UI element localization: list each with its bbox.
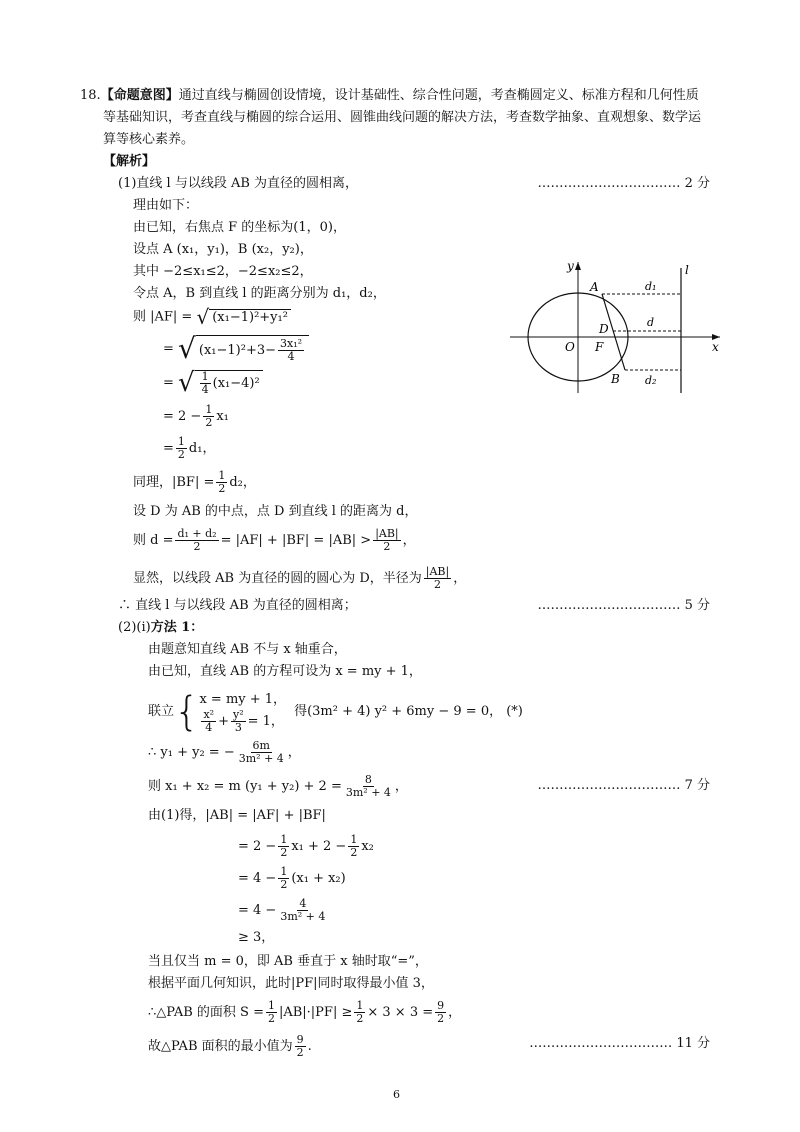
p1-line-4: 设点 A (x₁，y₁)，B (x₂，y₂)， — [133, 242, 313, 257]
fraction — [231, 709, 246, 734]
expr-text: 同理，|BF| = — [133, 475, 215, 490]
fraction — [203, 404, 214, 429]
numerator: 4 — [299, 897, 307, 910]
intent-line-1 — [80, 86, 699, 106]
denominator: 2 — [205, 416, 213, 429]
expr-text: x₂ — [361, 839, 374, 854]
eq-sign: = — [163, 341, 174, 357]
numerator: 1 — [201, 370, 209, 383]
method-label: 方法 1： — [150, 620, 204, 635]
expr-text: d₂， — [229, 475, 256, 490]
numerator: 3x₁² — [280, 337, 303, 350]
sqrt-expr: √ (x₁−1)²+3− $\frac{\text{3x₁²}}{4}$ — [178, 335, 309, 363]
denominator: 3 — [234, 720, 242, 734]
fraction — [176, 436, 187, 461]
numerator: 1 — [267, 999, 275, 1012]
p1-line-1: (1)直线 l 与以线段 AB 为直径的圆相离， — [118, 176, 359, 191]
p2-line-9 — [238, 866, 346, 891]
intent-line-2: 等基础知识，考查直线与椭圆的综合运用、圆锥曲线问题的解决方法，考查数学抽象、直观想象、数学运 — [103, 110, 702, 125]
denominator: 2 — [383, 540, 391, 553]
intent-text-1: 通过直线与椭圆创设情境，设计基础性、综合性问题，考查椭圆定义、标准方程和几何性质 — [178, 88, 699, 103]
expr-text: 得(3m² + 4) y² + 6my − 9 = 0， (*) — [294, 704, 523, 719]
numerator: y² — [233, 707, 244, 721]
expr-text: = 4 − — [238, 903, 277, 918]
denominator: 3m² + 4 — [238, 752, 284, 765]
fraction — [266, 1000, 277, 1025]
denominator: 3m² + 4 — [345, 786, 391, 799]
p1-line-3: 由已知，右焦点 F 的坐标为(1，0)， — [133, 220, 346, 235]
numerator: 6m — [252, 739, 270, 752]
fraction — [216, 470, 227, 495]
denominator: 2 — [350, 846, 358, 859]
question-number: 18. — [80, 88, 101, 103]
ellipse-diagram — [505, 258, 735, 398]
intent-bracket: 【命题意图】 — [100, 88, 179, 103]
numerator: 8 — [364, 773, 372, 786]
p2-line-8 — [238, 834, 374, 859]
denominator: 2 — [280, 878, 288, 891]
p1-line-16: ∴ 直线 l 与以线段 AB 为直径的圆相离； — [118, 598, 357, 613]
expr-text: = |AF| + |BF| = |AB| > — [220, 533, 372, 548]
expr-text: (x₁ + x₂) — [291, 871, 346, 886]
denominator: 2 — [193, 540, 201, 553]
af-label: 则 |AF| = — [133, 309, 193, 325]
p2-line-11: ≥ 3， — [238, 930, 275, 945]
denominator: 2 — [433, 578, 441, 591]
numerator: 9 — [296, 1033, 304, 1046]
p2-line-10 — [238, 898, 329, 923]
fraction — [201, 709, 216, 734]
label-d: d — [647, 316, 655, 329]
intent-line-3: 算等核心素养。 — [103, 132, 195, 147]
expr-text: ∴△PAB 的面积 S = — [148, 1005, 264, 1020]
denominator: 2 — [218, 482, 226, 495]
numerator: d₁ + d₂ — [177, 527, 217, 540]
fraction — [344, 774, 393, 799]
expr-text: |AB|·|PF| ≥ — [278, 1005, 353, 1020]
p2-line-15 — [148, 1034, 312, 1059]
numerator: 1 — [177, 435, 185, 448]
fraction — [348, 834, 359, 859]
score-7: …………………………… 7 分 — [537, 778, 710, 793]
numerator: 1 — [356, 999, 364, 1012]
p2-line-14 — [148, 1000, 461, 1025]
radicand-part: (x₁−4)² — [212, 376, 260, 391]
expr-text: = 4 − — [238, 871, 277, 886]
y-axis-arrow — [575, 262, 581, 270]
analysis-label: 【解析】 — [103, 154, 156, 169]
p2-line-12: 当且仅当 m = 0，即 AB 垂直于 x 轴时取“=”， — [148, 954, 428, 969]
numerator: |AB| — [375, 527, 399, 540]
numerator: 1 — [280, 833, 288, 846]
numerator: 1 — [205, 403, 213, 416]
label-a: A — [590, 280, 599, 294]
fraction — [278, 866, 289, 891]
fraction — [278, 898, 327, 923]
p1-line-8 — [163, 332, 309, 365]
expr-text: ， — [448, 1005, 462, 1020]
score-11: …………………………… 11 分 — [529, 1036, 710, 1051]
score-5: …………………………… 5 分 — [537, 598, 710, 613]
expr-text: ∴ y₁ + y₂ = − — [148, 745, 235, 760]
denominator: 2 — [437, 1012, 445, 1025]
denominator: 2 — [177, 448, 185, 461]
p2-line-2: 由题意知直线 AB 不与 x 轴重合， — [148, 642, 347, 657]
p1-line-12 — [133, 470, 256, 495]
expr-text: = 1， — [247, 713, 284, 729]
label-d2: d₂ — [645, 374, 657, 387]
denominator: 3m² + 4 — [280, 910, 326, 923]
expr-text: ， — [287, 745, 301, 760]
expr-text: + — [218, 713, 229, 729]
expr-text: x₁ + 2 − — [291, 839, 347, 854]
numerator: x² — [203, 707, 215, 721]
p1-line-5: 其中 −2≤x₁≤2，−2≤x₂≤2， — [133, 264, 313, 279]
expr-text: ， — [394, 779, 408, 794]
numerator: 1 — [350, 833, 358, 846]
fraction — [295, 1034, 306, 1059]
radicand: (x₁−1)²+y₁² — [209, 309, 291, 326]
expr-text: 显然，以线段 AB 为直径的圆的圆心为 D，半径为 — [133, 571, 422, 586]
label-d-point: D — [599, 322, 609, 336]
label-d1: d₁ — [645, 280, 657, 293]
p1-line-6: 令点 A，B 到直线 l 的距离分别为 d₁，d₂， — [133, 286, 386, 301]
numerator: 9 — [437, 999, 445, 1012]
fraction — [278, 834, 289, 859]
label-y: y — [567, 259, 574, 273]
p2-line-4 — [148, 690, 523, 734]
fraction — [435, 1000, 446, 1025]
denominator: 2 — [280, 846, 288, 859]
fraction — [237, 740, 286, 765]
part-label: (2)(ⅰ) — [118, 620, 151, 635]
label-b: B — [611, 372, 620, 386]
expr-text: x₁ — [216, 409, 229, 424]
fraction — [373, 528, 400, 553]
score-2: …………………………… 2 分 — [537, 176, 710, 191]
page-number: 6 — [393, 1088, 400, 1101]
p1-line-14 — [133, 528, 416, 553]
numerator: |AB| — [425, 565, 450, 578]
p2-line-6 — [148, 774, 408, 799]
denominator: 4 — [201, 383, 209, 396]
equation-2 — [199, 709, 286, 734]
numerator: 1 — [280, 865, 288, 878]
label-f: F — [595, 340, 604, 354]
expr-text: ， — [453, 571, 467, 586]
denominator: 2 — [296, 1046, 304, 1059]
expr-text: . — [307, 1039, 312, 1054]
denominator: 4 — [287, 350, 295, 363]
expr-text: ， — [402, 533, 416, 548]
expr-text: d₁， — [188, 441, 216, 456]
fraction — [200, 371, 211, 396]
left-brace: { — [174, 689, 200, 735]
expr-text: 则 d = — [133, 533, 174, 548]
fraction — [354, 1000, 365, 1025]
label-o: O — [565, 340, 575, 354]
p2-line-7: 由(1)得，|AB| = |AF| + |BF| — [148, 808, 326, 823]
eq-sign: = — [163, 375, 174, 391]
p1-line-11 — [163, 436, 215, 461]
label-l: l — [685, 263, 689, 277]
radicand-part: (x₁−1)²+3− — [198, 343, 277, 358]
p2-line-3: 由已知，直线 AB 的方程可设为 x = my + 1， — [148, 664, 422, 679]
equation-1: x = my + 1， — [199, 691, 287, 707]
p1-line-10 — [163, 404, 229, 429]
denominator: 2 — [356, 1012, 364, 1025]
label-x: x — [712, 340, 719, 354]
p2-line-5 — [148, 740, 301, 765]
fraction — [278, 338, 304, 363]
p1-line-2: 理由如下： — [133, 198, 199, 213]
p1-line-15 — [133, 566, 466, 591]
fraction — [175, 528, 218, 553]
numerator: 1 — [218, 469, 226, 482]
expr-text: = 2 − — [163, 409, 202, 424]
sqrt-expr: √ $\frac{1}{4}$ (x₁−4)² — [178, 370, 263, 396]
fraction — [424, 566, 451, 591]
expr-text: 故△PAB 面积的最小值为 — [148, 1039, 293, 1054]
expr-text: × 3 × 3 = — [367, 1005, 434, 1020]
sqrt-expr: √ (x₁−1)²+y₁² — [196, 307, 290, 327]
expr-text: 联立 — [148, 704, 175, 719]
denominator: 4 — [205, 720, 213, 734]
p1-line-7 — [133, 307, 291, 328]
expr-text: 则 x₁ + x₂ = m (y₁ + y₂) + 2 = — [148, 779, 342, 794]
expr-text: = 2 − — [238, 839, 277, 854]
denominator: 2 — [267, 1012, 275, 1025]
p2-line-1 — [118, 618, 203, 638]
p1-line-13: 设 D 为 AB 的中点，点 D 到直线 l 的距离为 d， — [133, 504, 418, 519]
equation-system — [199, 691, 286, 734]
p1-line-9 — [163, 370, 263, 396]
expr-text: = — [163, 441, 174, 456]
p2-line-13: 根据平面几何知识，此时|PF|同时取得最小值 3， — [148, 976, 434, 991]
